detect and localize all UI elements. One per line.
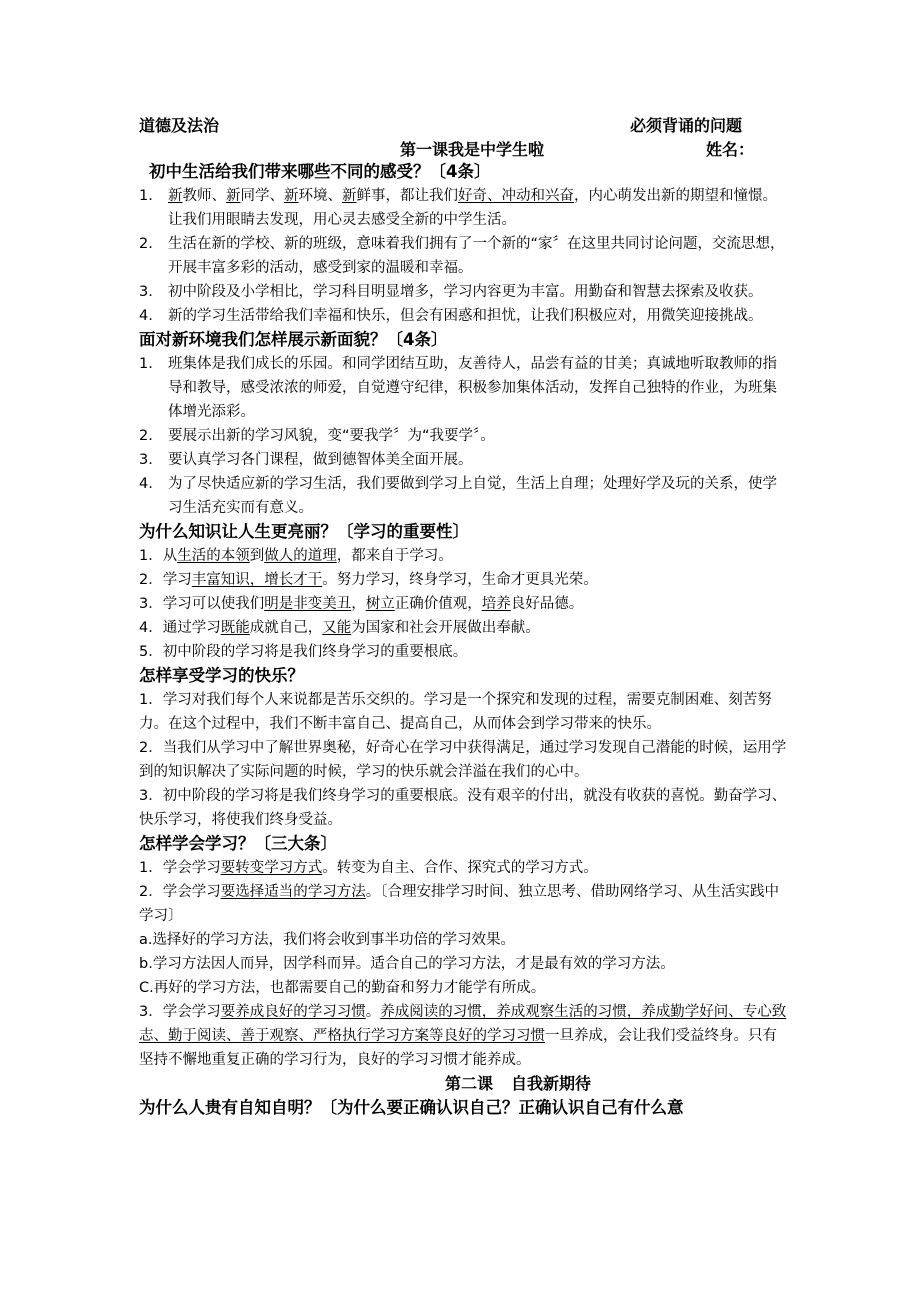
keyword: 做人的道理 — [264, 548, 337, 564]
lesson-name: 自我新期待 — [511, 1074, 592, 1093]
text: 1．学会学习 — [139, 860, 221, 876]
list-number: 3. — [139, 284, 153, 300]
keyword: 既能 — [220, 620, 250, 636]
answer-list — [139, 352, 789, 520]
paragraph: b.学习方法因人而异，因学科而异。适合自己的学习方法，才是最有效的学习方法。 — [139, 956, 675, 972]
text: 鲜事，都让我们 — [356, 188, 458, 204]
text: 2．学习 — [139, 572, 192, 588]
text: 。 — [365, 1004, 381, 1020]
keyword: 新 — [226, 188, 241, 204]
paragraph: 2．当我们从学习中了解世界奥秘，好奇心在学习中获得满足，通过学习发现自己潜能的时候，运用学到的知识解决了实际问题的时候，学习的快乐就会洋溢在我们的心中。 — [139, 740, 787, 780]
question-heading: 初中生活给我们带来哪些不同的感受？〔4条〕 — [149, 162, 491, 181]
document-content — [139, 160, 789, 1120]
text: 生活在新的学校、新的班级，意味着我们拥有了一个新的“家〞在这里共同讨论问题，交流思想，开展丰富多彩的活动，感受到家的温暖和幸福。 — [168, 236, 785, 276]
text: 。〔合理安排学习时间、独立思考、借助网络学习、从生活实践中学习〕 — [139, 884, 779, 924]
text: 为了尽快适应新的学习生活，我们要做到学习上自觉，生活上自理；处理好学及玩的关系，使学习生活充实而有意义。 — [168, 476, 777, 516]
paragraph — [139, 616, 789, 640]
list-item — [139, 184, 789, 232]
list-number: 3. — [139, 452, 153, 468]
keyword: 明是非变美丑 — [264, 596, 352, 612]
text: ，都来自于学习。 — [336, 548, 453, 564]
text: ， — [351, 596, 366, 612]
text: 教师、 — [182, 188, 226, 204]
list-number: 4. — [139, 308, 153, 324]
lesson-2-title — [139, 1072, 789, 1096]
keyword: 要养成良好的学习习惯 — [220, 1004, 366, 1020]
paragraph — [139, 592, 789, 616]
text: 同学、 — [240, 188, 284, 204]
keyword: 又能 — [322, 620, 352, 636]
list-number: 1. — [139, 188, 153, 204]
text: 班集体是我们成长的乐园。和同学团结互助，友善待人，品尝有益的甘美；真诚地听取教师的指导和教导，感受浓浓的师爱，自觉遵守纪律，积极参加集体活动，发挥自己独特的作业，为班集体增光添彩。 — [168, 356, 777, 420]
text: 一旦养成，会让我们受益终身。只有坚持不懈地重复正确的学习行为，良好的学习习惯才能养成。 — [139, 1028, 777, 1068]
list-item — [139, 280, 789, 304]
question-heading: 怎样学会学习？〔三大条〕 — [139, 834, 337, 853]
paragraph — [139, 1000, 789, 1072]
paragraph: 3．初中阶段的学习将是我们终身学习的重要根底。没有艰辛的付出，就没有收获的喜悦。勤奋学习、快乐学习，将使我们终身受益。 — [139, 788, 787, 828]
paragraph — [139, 544, 789, 568]
text: 为国家和社会开展做出奉献。 — [351, 620, 540, 636]
text: 正确价值观， — [394, 596, 482, 612]
keyword: 树立 — [365, 596, 395, 612]
keyword: 好奇、冲动和兴奋 — [458, 188, 574, 204]
lesson-title: 第一课我是中学生啦 — [400, 140, 545, 159]
list-item — [139, 424, 789, 448]
subject-title: 道德及法治 — [139, 116, 220, 135]
keyword: 新 — [168, 188, 183, 204]
text: 。努力学习，终身学习，生命才更具光荣。 — [322, 572, 598, 588]
keyword: 生活的本领 — [177, 548, 250, 564]
text: 3．学习可以使我们 — [139, 596, 265, 612]
list-number: 2. — [139, 428, 153, 444]
text: 新的学习生活带给我们幸福和快乐，但会有困惑和担忧，让我们积极应对，用微笑迎接挑战。 — [168, 308, 763, 324]
keyword: 要选择适当的学习方法 — [220, 884, 366, 900]
text: 。转变为自主、合作、探究式的学习方式。 — [322, 860, 598, 876]
keyword: 培养 — [481, 596, 511, 612]
text: 1．从 — [139, 548, 178, 564]
question-heading: 为什么人贵有自知自明？〔为什么要正确认识自己？正确认识自己有什么意 — [139, 1098, 684, 1117]
list-item — [139, 232, 789, 280]
lesson-label: 第二课 — [445, 1074, 494, 1093]
keyword: 新 — [284, 188, 299, 204]
keyword: 新 — [342, 188, 357, 204]
text: ，内心萌发出新的期望和憧憬。让我们用眼睛去发现，用心灵去感受全新的中学生活。 — [168, 188, 777, 228]
header-note: 必须背诵的问题 — [630, 116, 743, 135]
question-heading: 面对新环境我们怎样展示新面貌？〔4条〕 — [139, 330, 448, 349]
list-item — [139, 304, 789, 328]
paragraph: a.选择好的学习方法，我们将会收到事半功倍的学习效果。 — [139, 932, 515, 948]
list-item — [139, 448, 789, 472]
text: 初中阶段及小学相比，学习科目明显增多，学习内容更为丰富。用勤奋和智慧去探索及收获。 — [168, 284, 763, 300]
keyword: 丰富知识，增长才干 — [191, 572, 323, 588]
list-number: 4. — [139, 476, 153, 492]
text: 良好品德。 — [510, 596, 584, 612]
text: 2．学会学习 — [139, 884, 221, 900]
paragraph — [139, 880, 789, 928]
list-number: 1. — [139, 356, 153, 372]
list-item — [139, 472, 789, 520]
question-heading: 怎样享受学习的快乐？ — [139, 666, 304, 685]
text: 3．学会学习 — [139, 1004, 221, 1020]
keyword: 要转变学习方式 — [220, 860, 323, 876]
text: 要认真学习各门课程，做到德智体美全面开展。 — [168, 452, 473, 468]
keyword: 养成阅读的习惯，养成观察生活的习惯，养成勤学好问、专心致志、勤于阅读、善于观察、严格执行学习方案等良好的学习习惯 — [139, 1004, 787, 1044]
text: 4．通过学习 — [139, 620, 221, 636]
paragraph: C.再好的学习方法，也都需要自己的勤奋和努力才能学有所成。 — [139, 980, 546, 996]
name-label: 姓名： — [706, 140, 755, 159]
paragraph — [139, 568, 789, 592]
text: 成就自己， — [249, 620, 323, 636]
question-heading: 为什么知识让人生更亮丽？〔学习的重要性〕 — [139, 522, 469, 541]
paragraph: 5．初中阶段的学习将是我们终身学习的重要根底。 — [139, 644, 468, 660]
answer-list — [139, 184, 789, 328]
paragraph: 1．学习对我们每个人来说都是苦乐交织的。学习是一个探究和发现的过程，需要克制困难、刻苦努力。在这个过程中，我们不断丰富自己、提高自己，从而体会到学习带来的快乐。 — [139, 692, 772, 732]
text: 要展示出新的学习风貌，变“要我学〞为“我要学〞。 — [168, 428, 495, 444]
text: 到 — [249, 548, 265, 564]
paragraph — [139, 856, 789, 880]
list-number: 2. — [139, 236, 153, 252]
list-item — [139, 352, 789, 424]
text: 环境、 — [298, 188, 342, 204]
